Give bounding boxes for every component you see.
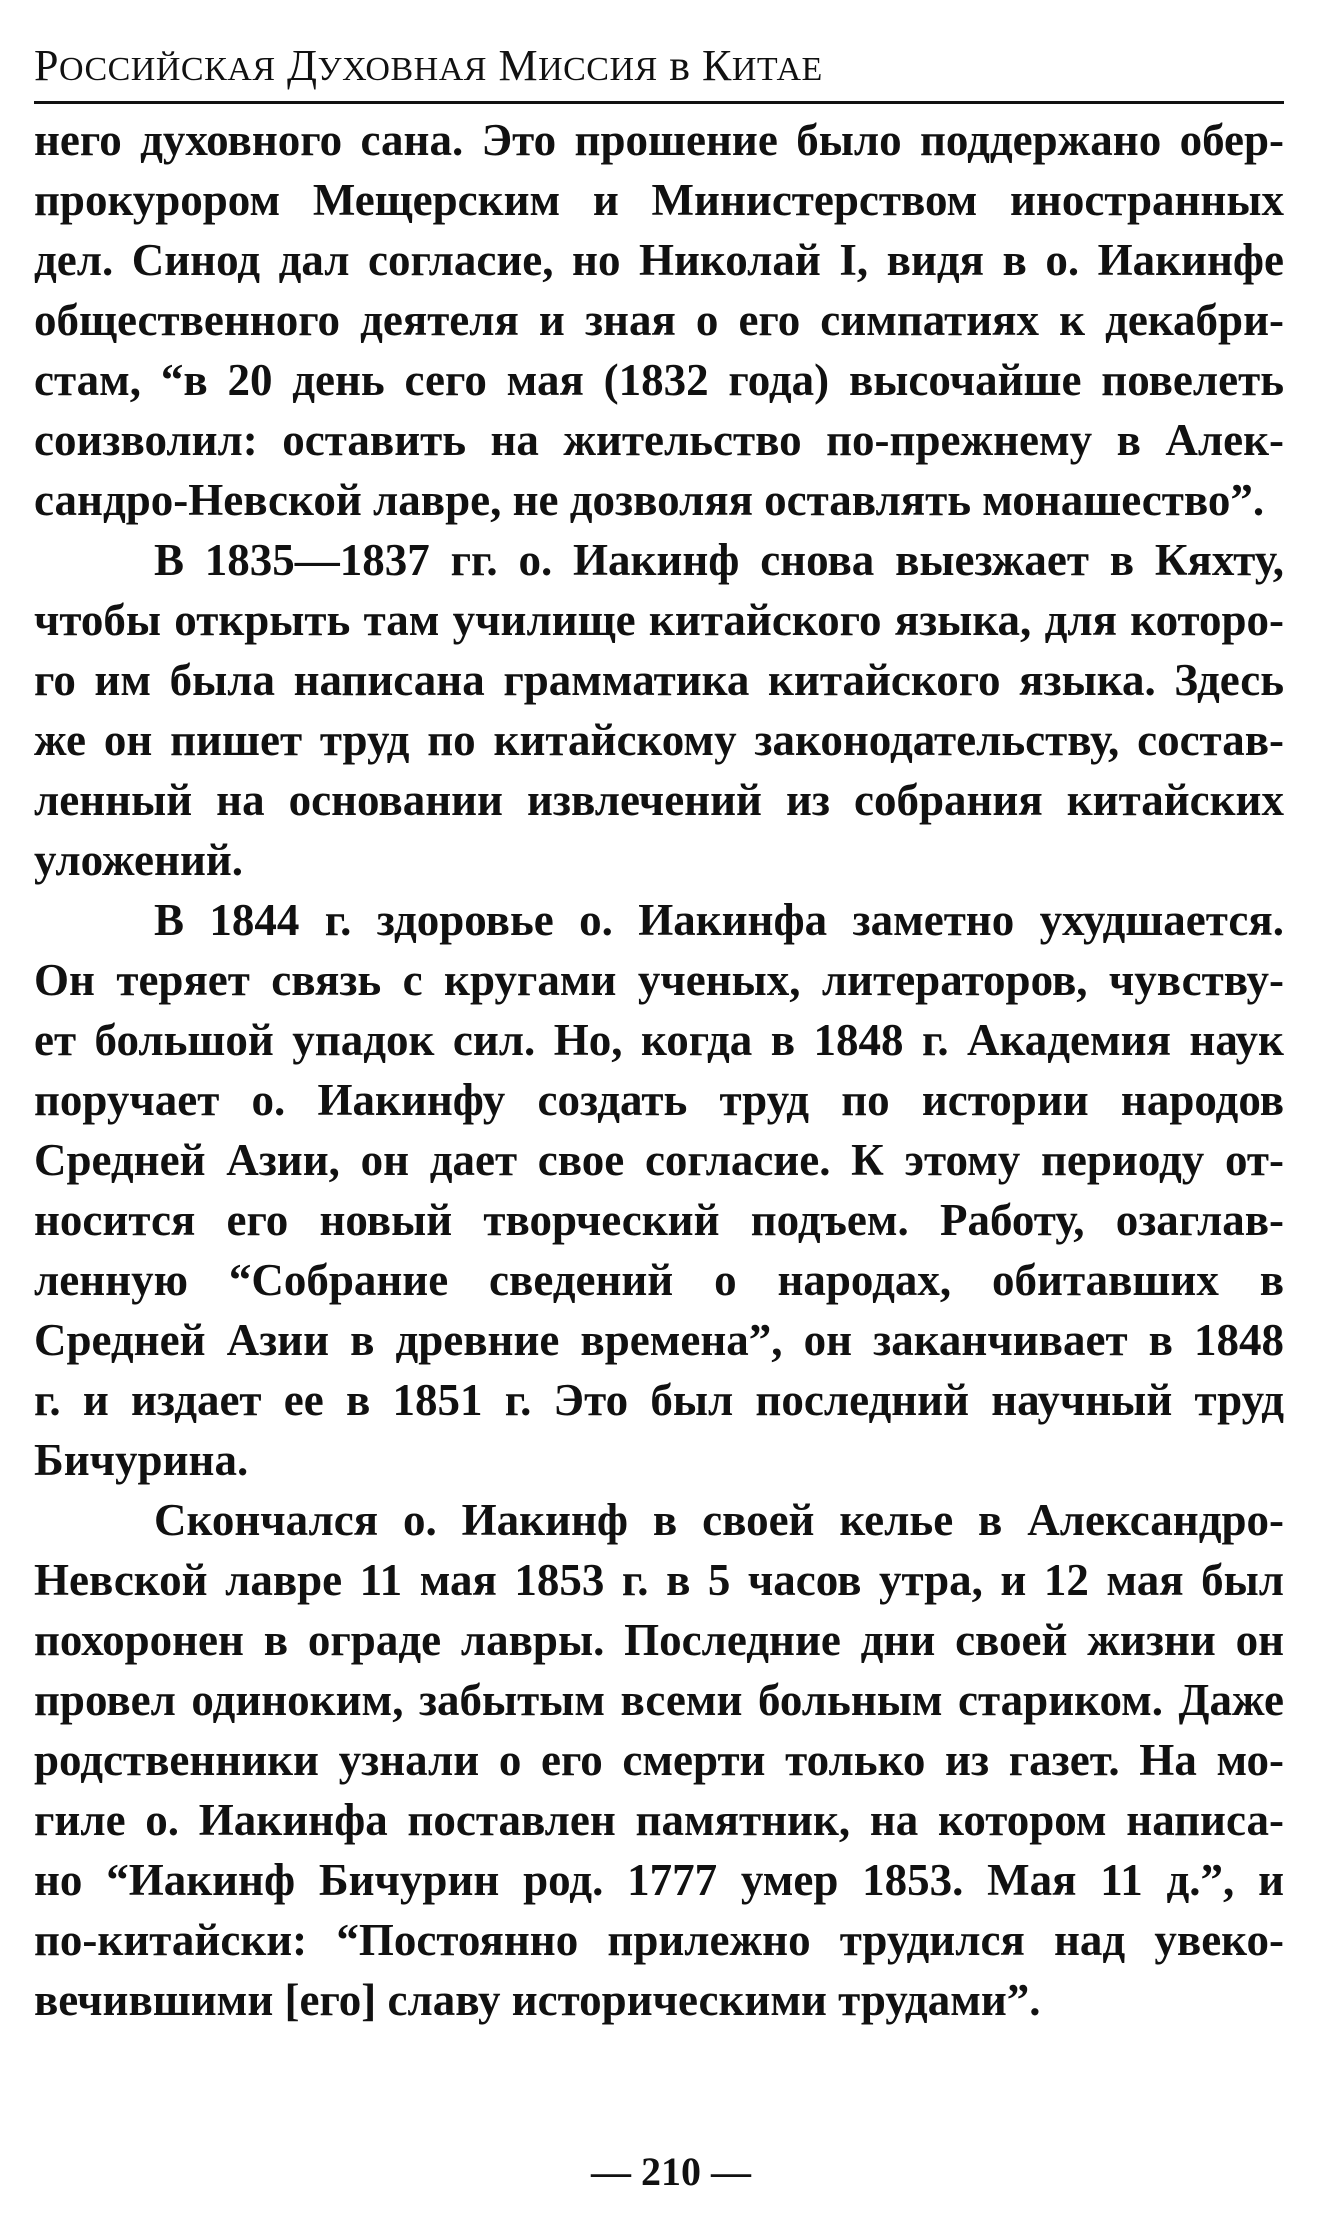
page-number: — 210 — xyxy=(591,2149,751,2194)
text-line: соизволил: оставить на жительство по-прежнему в Алек- xyxy=(34,415,1284,465)
text-line: чтобы открыть там училище китайского языка, для которо- xyxy=(34,595,1284,645)
text-line: же он пишет труд по китайскому законодательству, состав- xyxy=(34,715,1284,765)
text-line: родственники узнали о его смерти только из газет. На мо- xyxy=(34,1735,1284,1785)
text-line: гиле о. Иакинфа поставлен памятник, на котором написа- xyxy=(34,1795,1284,1845)
text-line: Он теряет связь с кругами ученых, литераторов, чувству- xyxy=(34,955,1284,1005)
body-text xyxy=(34,110,1284,2030)
text-line: но “Иакинф Бичурин род. 1777 умер 1853. Мая 11 д.”, и xyxy=(34,1855,1284,1905)
text-line: Невской лавре 11 мая 1853 г. в 5 часов утра, и 12 мая был xyxy=(34,1555,1284,1605)
text-line: похоронен в ограде лавры. Последние дни своей жизни он xyxy=(34,1615,1284,1665)
text-line: ленную “Собрание сведений о народах, обитавших в xyxy=(34,1255,1284,1305)
text-line: Скончался о. Иакинф в своей келье в Александро- xyxy=(154,1495,1284,1545)
text-line: поручает о. Иакинфу создать труд по истории народов xyxy=(34,1075,1284,1125)
running-head: РОССИЙСКАЯ ДУХОВНАЯ МИССИЯ в КИТАЕ xyxy=(34,41,823,90)
text-line: В 1835—1837 гг. о. Иакинф снова выезжает в Кяхту, xyxy=(154,535,1284,585)
text-line: Средней Азии в древние времена”, он заканчивает в 1848 xyxy=(34,1315,1284,1365)
text-line: прокурором Мещерским и Министерством иностранных xyxy=(34,175,1284,225)
text-line: В 1844 г. здоровье о. Иакинфа заметно ухудшается. xyxy=(154,895,1284,945)
text-line: стам, “в 20 день сего мая (1832 года) высочайше повелеть xyxy=(34,355,1284,405)
text-line: ет большой упадок сил. Но, когда в 1848 г. Академия наук xyxy=(34,1015,1284,1065)
text-line: г. и издает ее в 1851 г. Это был последний научный труд xyxy=(34,1375,1284,1425)
text-line: носится его новый творческий подъем. Работу, озаглав- xyxy=(34,1195,1284,1245)
text-line: го им была написана грамматика китайского языка. Здесь xyxy=(34,655,1284,705)
text-line: дел. Синод дал согласие, но Николай I, видя в о. Иакинфе xyxy=(34,235,1284,285)
text-line: Средней Азии, он дает свое согласие. К этому периоду от- xyxy=(34,1135,1284,1185)
text-line: по-китайски: “Постоянно прилежно трудился над увеко- xyxy=(34,1915,1284,1965)
text-line: уложений. xyxy=(34,835,244,885)
text-line: него духовного сана. Это прошение было поддержано обер- xyxy=(34,115,1284,165)
text-line: общественного деятеля и зная о его симпатиях к декабри- xyxy=(34,295,1284,345)
text-line: сандро-Невской лавре, не дозволяя оставлять монашество”. xyxy=(34,475,1265,525)
text-line: Бичурина. xyxy=(34,1435,249,1485)
header-rule xyxy=(34,101,1284,104)
text-line: провел одиноким, забытым всеми больным стариком. Даже xyxy=(34,1675,1284,1725)
text-line: вечившими [его] славу историческими трудами”. xyxy=(34,1975,1041,2025)
text-line: ленный на основании извлечений из собрания китайских xyxy=(34,775,1284,825)
